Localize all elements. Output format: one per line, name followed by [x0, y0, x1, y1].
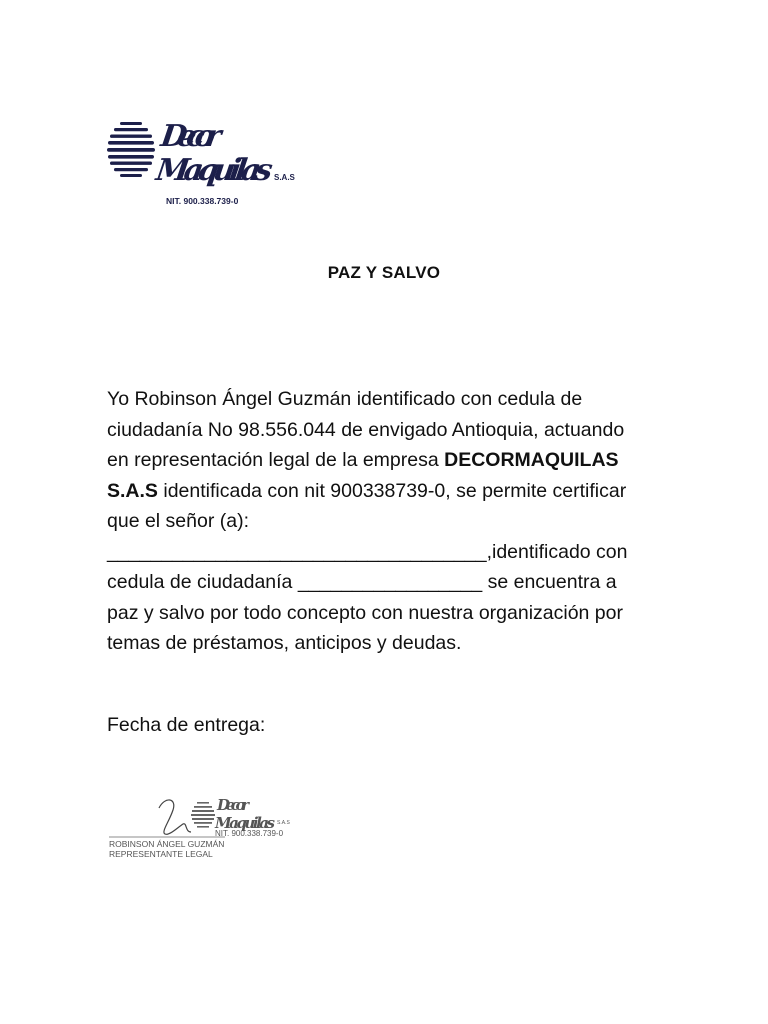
document-title: PAZ Y SALVO	[327, 263, 441, 282]
handwritten-signature	[159, 800, 191, 834]
paragraph-line-9: temas de préstamos, anticipos y deudas.	[107, 632, 462, 654]
company-name-bold: DECORMAQUILAS	[444, 449, 619, 471]
stamp-name: ROBINSON ÁNGEL GUZMÁN	[109, 839, 225, 849]
stamp-role: REPRESENTANTE LEGAL	[109, 849, 213, 859]
paragraph-line-4-text: identificada con nit 900338739-0, se permite certificar	[157, 479, 627, 502]
company-type-bold: S.A.S	[107, 479, 158, 502]
stamp-logo-line1: Decor	[217, 796, 249, 814]
logo-line2: Maquilas	[153, 153, 275, 188]
paragraph-line-1: Yo Robinson Ángel Guzmán identificado con cedula de	[107, 388, 583, 410]
logo-globe-icon	[107, 122, 155, 177]
signature-stamp	[107, 788, 303, 864]
stamp-logo-line2: Maquilas	[215, 814, 275, 832]
delivery-date-label: Fecha de entrega:	[107, 714, 266, 736]
paragraph-line-7: cedula de ciudadanía _________________ se encuentra a	[107, 571, 617, 593]
paragraph-line-4	[107, 476, 677, 507]
paragraph-line-6: ___________________________________,identificado con	[107, 540, 628, 563]
paragraph-line-2: ciudadanía No 98.556.044 de envigado Antioquia, actuando	[107, 418, 625, 441]
company-logo	[106, 116, 306, 212]
logo-suffix: S.A.S	[274, 173, 295, 182]
stamp-logo-suffix: S.A.S	[277, 820, 290, 826]
paragraph-line-3-text: en representación legal de la empresa	[107, 449, 445, 471]
logo-line1: Decor	[158, 119, 224, 154]
paragraph-line-8: paz y salvo por todo concepto con nuestra organización por	[107, 601, 623, 624]
logo-nit: NIT. 900.338.739-0	[166, 196, 239, 206]
stamp-nit: NIT. 900.338.739-0	[215, 829, 284, 838]
paragraph-line-3	[107, 445, 677, 476]
paragraph-line-5: que el señor (a):	[107, 510, 249, 532]
stamp-globe-icon	[191, 802, 215, 828]
certificate-paragraph	[107, 384, 677, 659]
